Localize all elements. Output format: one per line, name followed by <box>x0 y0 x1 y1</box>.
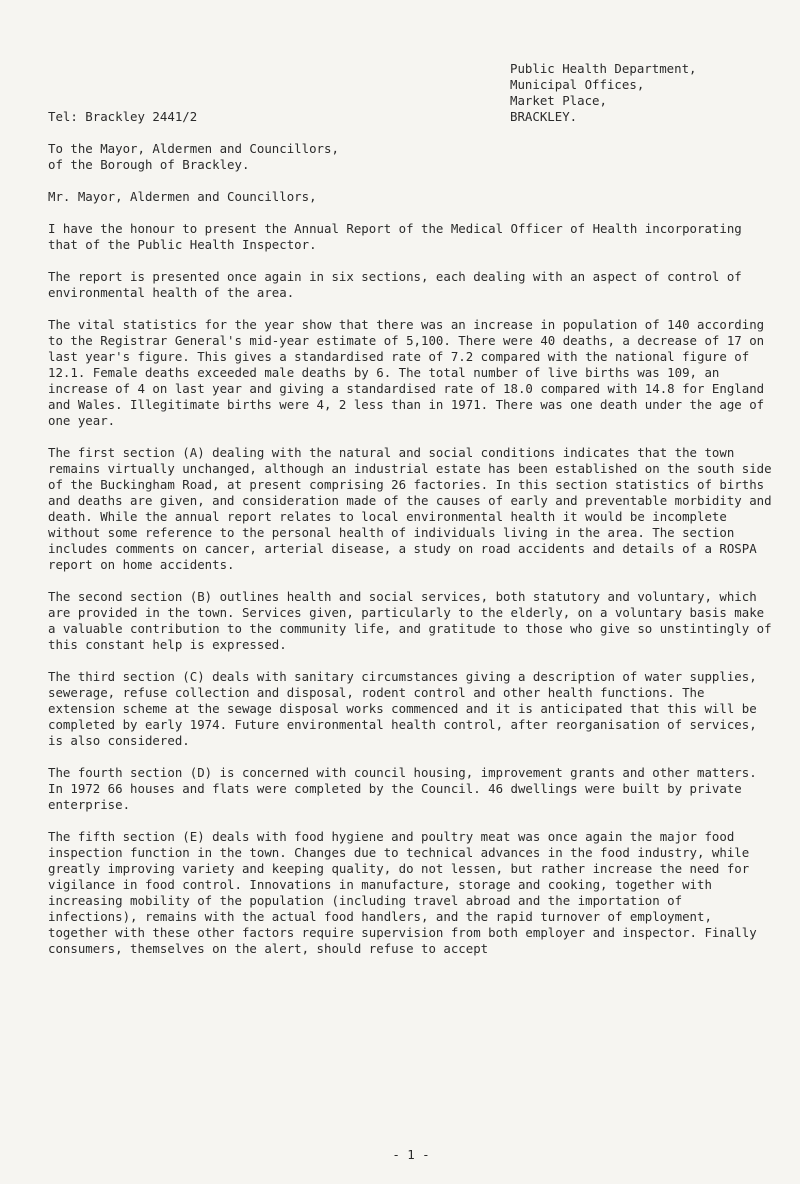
paragraph: The second section (B) outlines health and social services, both statutory and voluntary, which are provided in the town. Services given, particularly to the elderly, on a voluntary basis make a valuable contribution to the community life, and gratitude to those who give so unstintingly of this constant help is expressed. <box>48 589 772 652</box>
letter-body <box>48 141 774 973</box>
addressee-line: To the Mayor, Aldermen and Councillors, <box>48 141 339 156</box>
document-page <box>48 0 774 1184</box>
paragraph: The first section (A) dealing with the natural and social conditions indicates that the town remains virtually unchanged, although an industrial estate has been established on the south side of the Buckingham Road, at present comprising 26 factories. In this section statistics of births and deaths are given, and consideration made of the causes of early and preventable morbidity and death. While the annual report relates to local environmental health it would be incomplete without some reference to the personal health of individuals living in the area. The section includes comments on cancer, arterial disease, a study on road accidents and details of a ROSPA report on home accidents. <box>48 445 772 572</box>
page-number: - 1 - <box>392 1147 430 1162</box>
paragraph: I have the honour to present the Annual Report of the Medical Officer of Health incorporating that of the Public Health Inspector. <box>48 221 742 252</box>
paragraph: The third section (C) deals with sanitary circumstances giving a description of water supplies, sewerage, refuse collection and disposal, rodent control and other health functions. The extension scheme at the sewage disposal works commenced and it is anticipated that this will be completed by early 1974. Future environmental health control, after reorganisation of services, is also considered. <box>48 669 757 748</box>
paragraph: The fifth section (E) deals with food hygiene and poultry meat was once again the major food inspection function in the town. Changes due to technical advances in the food industry, while greatly improving variety and keeping quality, do not lessen, but rather increase the need for vigilance in food control. Innovations in manufacture, storage and cooking, together with increasing mobility of the population (including travel abroad and the importation of infections), remains with the actual food handlers, and the rapid turnover of employment, together with these other factors require supervision from both employer and inspector. Finally consumers, themselves on the alert, should refuse to accept <box>48 829 757 956</box>
paragraph: The fourth section (D) is concerned with council housing, improvement grants and other matters. In 1972 66 houses and flats were completed by the Council. 46 dwellings were built by private enterprise. <box>48 765 757 812</box>
telephone-line: Tel: Brackley 2441/2 <box>48 109 198 124</box>
paragraph: The vital statistics for the year show that there was an increase in population of 140 according to the Registrar General's mid-year estimate of 5,100. There were 40 deaths, a decrease of 17 on last year's figure. This gives a standardised rate of 7.2 compared with the national figure of 12.1. Female deaths exceeded male deaths by 6. The total number of live births was 109, an increase of 4 on last year and giving a standardised rate of 18.0 compared with 14.8 for England and Wales. Illegitimate births were 4, 2 less than in 1971. There was one death under the age of one year. <box>48 317 765 428</box>
salutation: Mr. Mayor, Aldermen and Councillors, <box>48 189 317 204</box>
sender-address: Public Health Department, Municipal Offices, Market Place, BRACKLEY. <box>510 61 697 124</box>
paragraph: The report is presented once again in six sections, each dealing with an aspect of control of environmental health of the area. <box>48 269 742 300</box>
addressee <box>48 141 774 173</box>
addressee-line: of the Borough of Brackley. <box>48 157 250 172</box>
